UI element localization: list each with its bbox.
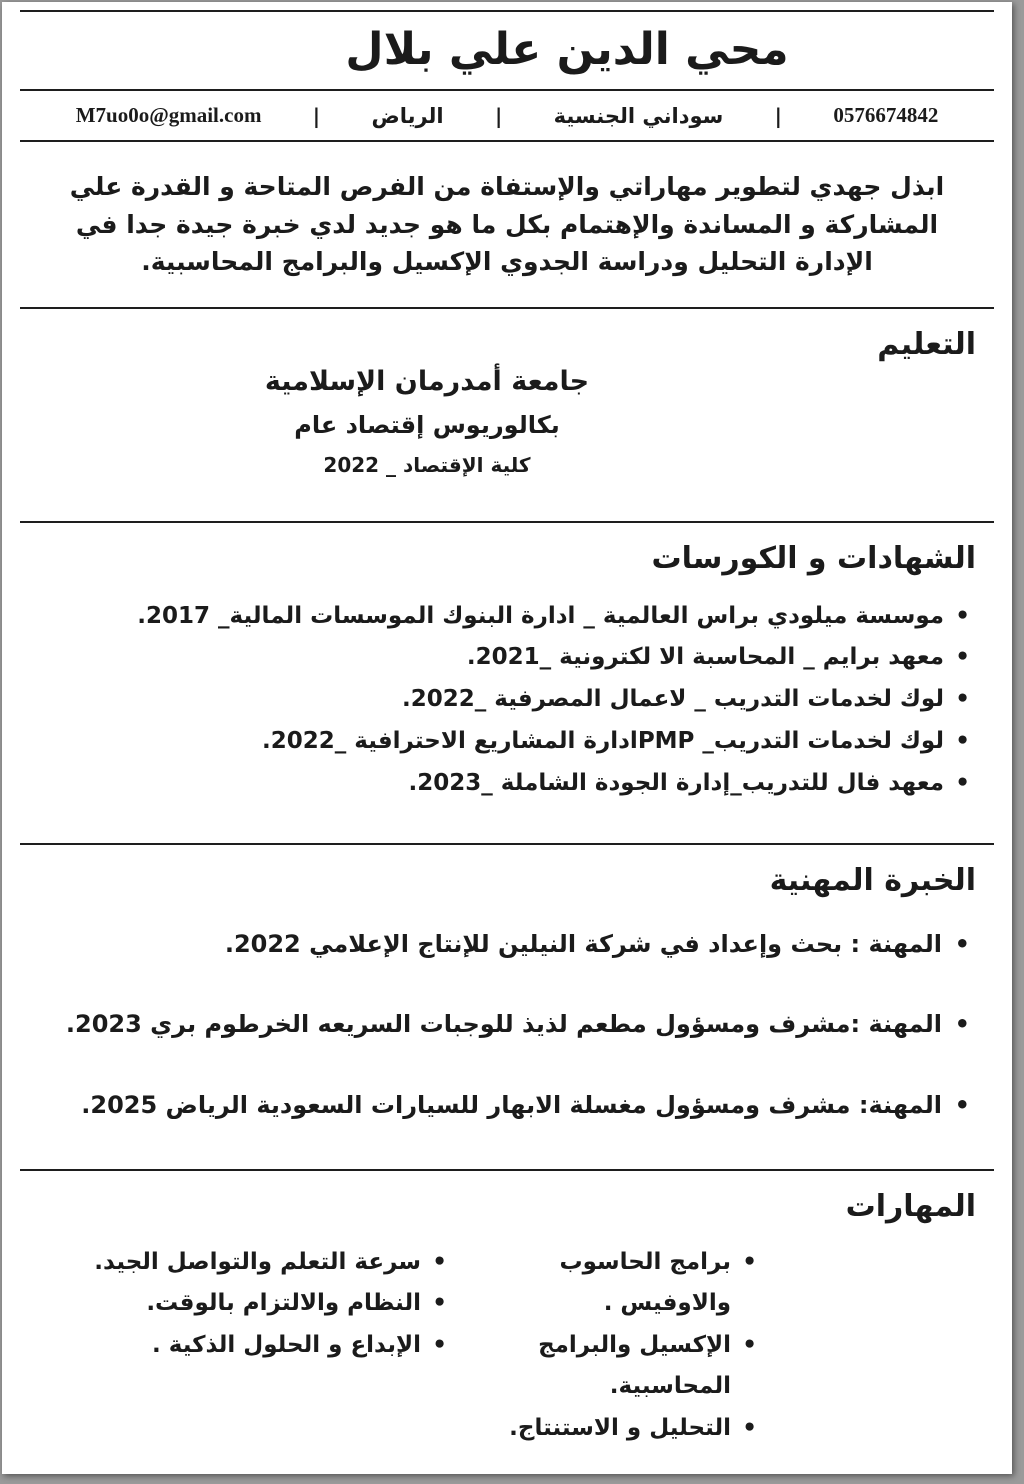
contact-rule (20, 140, 994, 142)
section-certificates (20, 523, 994, 805)
contact-nationality: سوداني الجنسية (553, 103, 724, 128)
section-experience (20, 845, 994, 1121)
experience-list (20, 928, 974, 1121)
section-skills (20, 1171, 994, 1449)
experience-item: • المهنة : بحث وإعداد في شركة النيلين للإنتاج الإعلامي 2022. (20, 928, 974, 960)
skill-item: • النظام والالتزام بالوقت. (50, 1283, 449, 1324)
summary-text: ابذل جهدي لتطوير مهاراتي والإستفاة من الفرص المتاحة و القدرة علي المشاركة و المساندة والإهتمام بكل ما هو جديد لدي خبرة جيدة جدا في الإدارة التحليل ودراسة الجدوي الإكسيل والبرامج المحاسبية. (69, 172, 945, 276)
contact-bar (20, 91, 994, 140)
skill-item: • الإكسيل والبرامج المحاسبية. (449, 1325, 759, 1408)
experience-item: • المهنة :مشرف ومسؤول مطعم لذيذ للوجبات السريعه الخرطوم بري 2023. (20, 1008, 974, 1040)
name-heading: محي الدين علي بلال (345, 24, 789, 75)
education-block (20, 366, 834, 477)
certificates-title: الشهادات و الكورسات (651, 540, 976, 576)
degree-name: بكالوريوس إقتصاد عام (294, 410, 560, 439)
skill-item: • برامج الحاسوب والاوفيس . (449, 1242, 759, 1325)
certificate-item: • معهد برايم _ المحاسبة الا لكترونية _2021. (20, 637, 974, 679)
certificate-item: • موسسة ميلودي براس العالمية _ ادارة البنوك الموسسات المالية_ 2017. (20, 596, 974, 638)
university-name: جامعة أمدرمان الإسلامية (264, 365, 590, 397)
contact-phone: 0576674842 (833, 103, 939, 127)
faculty-line: كلية الإقتصاد _ 2022 (323, 452, 531, 477)
section-education (20, 309, 994, 477)
contact-email: M7uo0o@gmail.com (75, 103, 262, 127)
separator: | (312, 103, 321, 128)
experience-title: الخبرة المهنية (769, 862, 976, 898)
skills-technical-list (449, 1242, 759, 1449)
skill-item: • الإبداع و الحلول الذكية . (50, 1325, 449, 1366)
certificate-item: • معهد فال للتدريب_إدارة الجودة الشاملة _2023. (20, 763, 974, 805)
skills-columns (20, 1242, 994, 1449)
contact-city: الرياض (371, 103, 444, 128)
education-title: التعليم (877, 326, 976, 362)
separator: | (774, 103, 782, 128)
separator: | (494, 103, 503, 128)
certificate-item: • لوك لخدمات التدريب _ لاعمال المصرفية _2022. (20, 679, 974, 721)
skills-personal-list (20, 1242, 449, 1449)
skills-title: المهارات (845, 1188, 976, 1224)
resume-page (2, 2, 1012, 1474)
certificate-item: • لوك لخدمات التدريب_ PMPادارة المشاريع الاحترافية _2022. (20, 721, 974, 763)
certificates-list (20, 596, 974, 805)
skill-item: • التحليل و الاستنتاج. (449, 1408, 759, 1449)
skill-item: • سرعة التعلم والتواصل الجيد. (50, 1242, 449, 1283)
experience-item: • المهنة: مشرف ومسؤول مغسلة الابهار للسيارات السعودية الرياض 2025. (20, 1089, 974, 1121)
